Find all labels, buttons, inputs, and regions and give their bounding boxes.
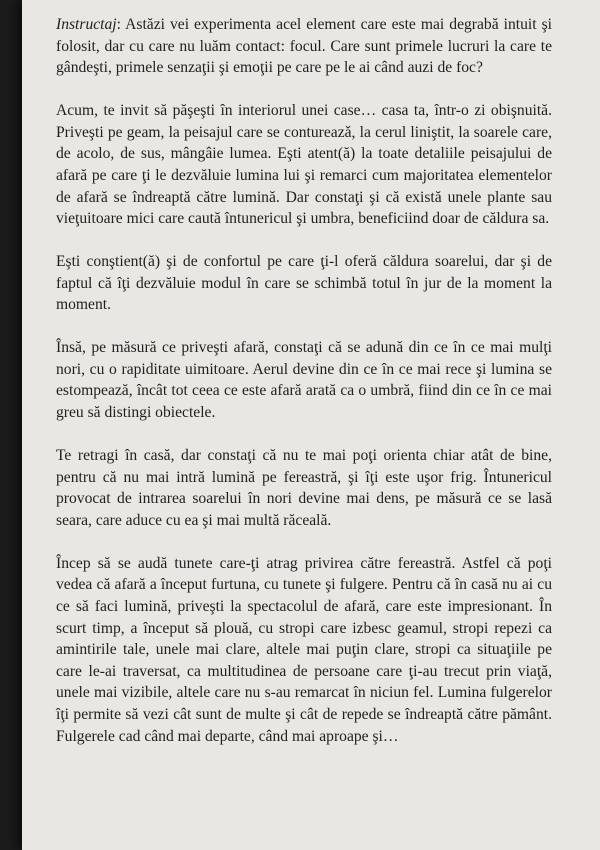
paragraph-5: Te retragi în casă, dar constaţi că nu te mai poţi orienta chiar atât de bine, pentru că nu mai intră lumină pe fereastră, şi îţi este uşor frig. Întunericul provocat de intrarea soarelui în nori devine mai dens, pe măsură ce se lasă seara, care aduce cu ea şi mai multă răceală. [56, 447, 552, 529]
paragraph-4: Însă, pe măsură ce priveşti afară, constaţi că se adună din ce în ce mai mulţi nori, cu o rapiditate uimitoare. Aerul devine din ce în ce mai rece şi lumina se estompează, încât tot ceea ce este afară arată ca o umbră, fiind din ce în ce mai greu să distingi obiectele. [56, 339, 552, 422]
paragraph-3: Eşti conştient(ă) şi de confortul pe care ţi-l oferă căldura soarelui, dar şi de faptul că îţi dezvăluie modul în care se schimbă totul în jur de la moment la moment. [56, 253, 552, 314]
paragraph-2: Acum, te invit să păşeşti în interiorul unei case… casa ta, într-o zi obişnuită. Priveşti pe geam, la peisajul care se contureazǎ, la cerul liniştit, la soarele care, de acolo, de sus, mângâie lumea. Eşti atent(ă) la toate detaliile peisajului de afară pe care ţi le dezvăluie lumina lui şi remarci cum majoritatea elementelor de afară se îndreaptă către lumină. Dar constaţi şi că există unele plante sau vieţuitoare mici care caută întunericul şi umbra, beneficiind doar de căldura sa. [56, 102, 552, 228]
paragraph-1 [56, 14, 552, 79]
book-page [22, 0, 600, 850]
instructaj-label: Instructaj [56, 16, 117, 33]
page-text [56, 14, 552, 747]
paragraph-1-text: : Astăzi vei experimenta acel element care este mai degrabă intuit şi folosit, dar cu care nu luăm contact: focul. Care sunt primele lucruri la care te gândeşti, primele senzaţii şi emoţii pe care pe le ai când auzi de foc? [56, 16, 552, 77]
paragraph-6: Încep să se audă tunete care-ţi atrag privirea către fereastră. Astfel că poţi vedea că afară a început furtuna, cu tunete şi fulgere. Pentru că în casă nu ai cu ce să faci lumină, priveşti la spectacolul de afară, care este impresionant. În scurt timp, a început să plouă, cu stropi care izbesc geamul, stropi repezi ca amintirile tale, unele mai clare, altele mai puţin clare, stropi ca situaţiile pe care le-ai traversat, ca multitudinea de persoane care ţi-au trecut prin viaţă, unele mai vizibile, altele care nu s-au remarcat în niciun fel. Lumina fulgerelor îţi permite să vezi cât sunt de multe şi cât de repede se îndreaptă către pământ. Fulgerele cad când mai departe, când mai aproape şi… [56, 554, 552, 745]
